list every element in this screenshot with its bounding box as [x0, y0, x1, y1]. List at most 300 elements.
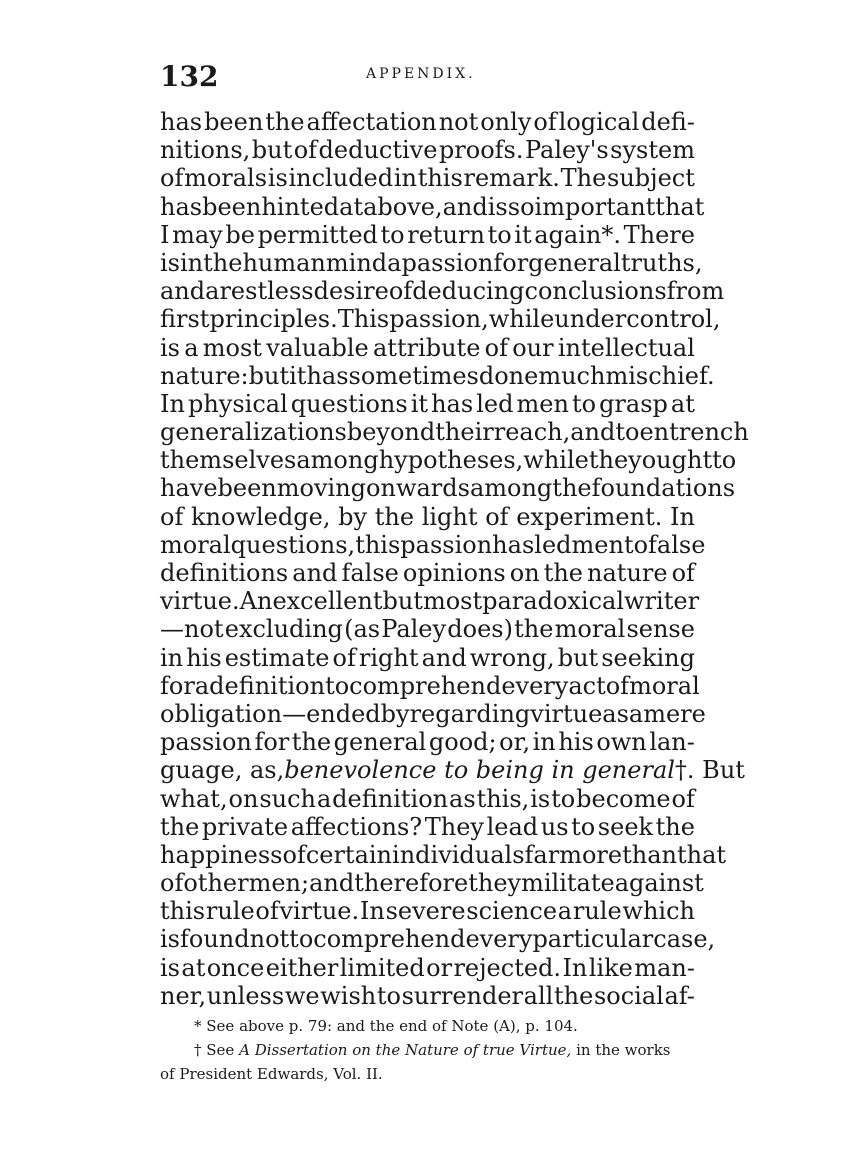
word: knowledge, — [191, 502, 331, 531]
word: under — [554, 305, 627, 334]
text-line — [160, 699, 706, 728]
word: what, — [160, 784, 228, 813]
word: this — [417, 164, 463, 193]
word: rule — [572, 897, 622, 926]
body-text — [160, 108, 749, 1010]
word: comprehend — [349, 671, 502, 700]
word: affectation — [306, 108, 437, 136]
word: of — [671, 784, 695, 813]
word: questions, — [230, 530, 356, 559]
word: above, — [363, 192, 443, 221]
word: on — [228, 784, 259, 813]
word: moral — [160, 530, 231, 559]
word: ner, — [160, 981, 207, 1010]
word: been — [202, 192, 262, 221]
word: for — [254, 728, 290, 757]
text-line — [160, 446, 737, 475]
word: nature: — [160, 361, 249, 390]
word: in — [393, 164, 417, 193]
word: wrong, — [469, 643, 555, 672]
word: much — [538, 361, 606, 390]
word: unless — [206, 981, 285, 1010]
word: science — [466, 897, 558, 926]
word: has — [160, 192, 203, 221]
word: of — [255, 897, 279, 926]
word: writer — [624, 587, 700, 616]
word: led — [476, 389, 514, 418]
word: restless — [219, 277, 314, 306]
word: control, — [626, 305, 721, 334]
word: intellectual — [557, 333, 695, 362]
word: deducing — [412, 277, 525, 306]
word: or — [426, 953, 453, 982]
word: estimate — [224, 643, 330, 672]
word: to — [551, 784, 576, 813]
word: the — [203, 248, 243, 277]
word: act — [568, 671, 606, 700]
word: attribute — [372, 333, 481, 362]
text-line — [160, 756, 745, 785]
footnotes — [160, 1014, 695, 1086]
word: defi- — [641, 108, 695, 136]
text-line — [160, 474, 736, 503]
word: subject — [607, 164, 695, 193]
text-line — [160, 785, 695, 813]
word: at — [339, 192, 364, 221]
word: remark. — [463, 164, 560, 193]
word: other — [183, 869, 249, 898]
text-line — [160, 840, 727, 869]
word: among — [469, 474, 553, 503]
word: the — [160, 812, 200, 841]
text-line — [160, 248, 703, 277]
word: is — [267, 164, 288, 193]
word: on — [509, 559, 540, 587]
word: a — [557, 897, 573, 926]
word: the — [265, 108, 305, 136]
word: questions — [290, 389, 408, 418]
text-line — [160, 615, 695, 643]
word: men — [516, 389, 569, 418]
word: virtue — [530, 699, 603, 728]
word: we — [284, 981, 320, 1010]
word: man- — [634, 953, 695, 982]
word: to — [376, 981, 401, 1010]
footnote-2 — [160, 1038, 695, 1062]
word: passion — [401, 248, 494, 277]
text-line — [160, 305, 721, 334]
word: led — [534, 530, 572, 559]
word: good; — [428, 728, 497, 757]
word: Paley's — [524, 136, 609, 165]
word: or, — [499, 728, 531, 757]
word: so — [507, 192, 535, 221]
word: our — [512, 333, 554, 362]
text-line — [160, 221, 695, 249]
text-line — [160, 587, 700, 616]
word: men; — [248, 869, 310, 898]
word: conclusions — [524, 277, 667, 306]
word: as — [449, 784, 476, 813]
word: for — [493, 248, 529, 277]
text-line — [160, 530, 706, 559]
word: to — [712, 446, 737, 475]
word: us — [540, 812, 569, 841]
word: has — [160, 108, 203, 136]
word: seek — [597, 812, 654, 841]
word: severe — [385, 897, 466, 926]
word: while — [488, 305, 555, 334]
text-line — [160, 108, 695, 136]
word: like — [588, 953, 633, 982]
word: is — [160, 925, 180, 954]
word: nitions, — [160, 136, 251, 165]
word: to — [623, 530, 649, 559]
word: the — [552, 474, 592, 503]
word: general — [528, 248, 621, 277]
word: comprehend — [313, 925, 466, 954]
word: to — [487, 220, 512, 249]
word: and — [421, 643, 467, 672]
word: social — [593, 981, 664, 1010]
text-line — [160, 136, 695, 164]
word: proofs. — [438, 136, 524, 165]
word: his — [558, 728, 594, 757]
word: private — [201, 812, 289, 841]
word: valuable — [266, 333, 369, 362]
footnote-2-title: A Dissertation on the Nature of true Virtue, — [239, 1041, 572, 1059]
word: light — [421, 502, 478, 531]
word: among — [296, 446, 379, 475]
word: regarding — [409, 699, 531, 728]
word: lead — [486, 812, 539, 841]
word: physical — [187, 389, 288, 418]
word: I — [160, 220, 170, 249]
word: a — [194, 671, 210, 700]
footnote-2-prefix: † See — [194, 1041, 235, 1059]
word: therefore — [354, 869, 469, 898]
word: included — [288, 164, 394, 193]
word: the — [291, 728, 332, 757]
word: but — [248, 361, 290, 390]
word: certain — [305, 840, 393, 869]
word: return — [407, 220, 485, 249]
word: entrench — [639, 418, 749, 447]
word: generalizations — [160, 418, 347, 447]
word: moving — [276, 474, 367, 503]
word: by — [338, 502, 368, 531]
word: has — [431, 389, 474, 418]
footnote-2-continued: of President Edwards, Vol. II. — [160, 1065, 383, 1083]
word: a — [387, 248, 402, 277]
word: excluding — [224, 615, 343, 644]
word: —not — [160, 615, 224, 644]
word: beyond — [346, 418, 436, 447]
word: is — [160, 333, 180, 362]
word: passion — [160, 728, 252, 757]
word: of — [485, 502, 509, 531]
word: mischief. — [605, 361, 715, 390]
word: seeking — [601, 643, 695, 672]
word: af- — [664, 981, 695, 1010]
word: have — [160, 474, 218, 503]
word: against — [614, 869, 704, 898]
word: not — [438, 108, 479, 136]
word: most — [422, 587, 483, 616]
word: of — [293, 136, 318, 165]
word: of — [160, 869, 184, 898]
footnote-1: * See above p. 79: and the end of Note (A), p. 104. — [194, 1017, 578, 1035]
text-line — [160, 671, 700, 700]
word: is — [160, 953, 180, 982]
word: from — [666, 277, 725, 306]
word: every — [465, 925, 533, 954]
word: surrender — [401, 981, 524, 1010]
word: in — [180, 248, 204, 277]
word: obligation—ended — [160, 699, 381, 728]
word: right — [358, 643, 419, 672]
word: be — [225, 220, 255, 249]
word: Paley — [381, 615, 447, 644]
word: lan- — [649, 728, 695, 757]
word: moral — [629, 671, 700, 700]
text-line-end — [284, 756, 745, 784]
word: and — [309, 869, 355, 898]
word: only — [480, 108, 532, 136]
word: in — [160, 643, 184, 672]
word: been — [217, 474, 277, 503]
word: far — [524, 840, 560, 869]
text-line — [160, 164, 695, 192]
word: system — [610, 136, 695, 165]
word: In — [160, 389, 185, 418]
word: militate — [521, 869, 615, 898]
word: while — [523, 446, 589, 475]
page-number: 132 — [160, 60, 219, 93]
word: to — [380, 220, 405, 249]
word: this — [355, 530, 401, 559]
text-line — [160, 644, 695, 672]
word: false — [648, 530, 706, 559]
word: rule — [205, 897, 255, 926]
word: opinions — [402, 559, 506, 587]
word: to — [571, 389, 597, 418]
word: but — [382, 587, 423, 616]
word: to — [325, 671, 350, 700]
word: happiness — [160, 840, 283, 869]
word: has — [306, 361, 349, 390]
word: to — [615, 418, 640, 447]
word: been — [204, 108, 264, 136]
word: of — [388, 277, 413, 306]
word: sense — [626, 615, 695, 644]
word: of — [671, 559, 695, 587]
word: rejected. — [453, 953, 562, 982]
word: again*. — [534, 220, 621, 249]
word: definition — [332, 784, 449, 813]
word: men — [571, 530, 624, 559]
word: false — [341, 559, 399, 587]
text-line — [160, 559, 695, 587]
word: permitted — [257, 220, 378, 249]
word: the — [543, 559, 583, 587]
word: general — [333, 728, 427, 757]
word: of — [533, 108, 557, 136]
word: reach, — [493, 418, 571, 447]
word: desire — [313, 277, 389, 306]
word: and — [160, 277, 206, 306]
word: This — [337, 305, 390, 334]
word: it — [410, 389, 429, 418]
word: but — [557, 643, 599, 672]
text-line — [160, 503, 695, 531]
word: foundations — [591, 474, 736, 503]
word: passion — [400, 530, 493, 559]
word: moral — [554, 615, 626, 644]
word: individuals — [392, 840, 525, 869]
word: to — [571, 812, 596, 841]
word: In — [359, 897, 385, 926]
text-line — [160, 418, 749, 447]
word: affections? — [290, 812, 423, 841]
word: this, — [476, 784, 530, 813]
word: In — [670, 502, 695, 531]
word: of — [332, 643, 356, 672]
word: a — [628, 699, 644, 728]
word: found — [180, 925, 250, 954]
word: which — [622, 897, 695, 926]
text-line — [160, 390, 695, 418]
word: mind — [325, 248, 388, 277]
word: (as — [344, 615, 381, 644]
word: and — [570, 418, 616, 447]
text-line — [160, 813, 695, 841]
word: hinted — [261, 192, 340, 221]
text-line — [160, 334, 695, 362]
text-line — [160, 728, 695, 756]
footnote-2-suffix: in the works — [576, 1041, 671, 1059]
word: passion, — [389, 305, 489, 334]
word: in — [532, 728, 556, 757]
word: and — [292, 559, 338, 587]
word: it — [289, 361, 307, 390]
word: is — [160, 248, 180, 277]
word: excellent — [272, 587, 383, 616]
word: case, — [653, 925, 716, 954]
word: done — [478, 361, 539, 390]
word: the — [514, 615, 554, 644]
word: important — [534, 192, 656, 221]
word: The — [560, 164, 607, 193]
word: themselves — [160, 446, 297, 475]
word: his — [186, 643, 222, 672]
word: grasp — [599, 389, 668, 418]
word: at — [181, 953, 206, 982]
word: mere — [643, 699, 706, 728]
word: particular — [532, 925, 654, 954]
word: definition — [209, 671, 326, 700]
word: first — [160, 305, 210, 334]
word: and — [442, 192, 488, 221]
word: hypotheses, — [378, 446, 524, 475]
italic-phrase: benevolence to being in general — [284, 756, 675, 785]
word: truths, — [620, 248, 703, 277]
word: their — [435, 418, 494, 447]
word: definitions — [160, 559, 289, 587]
text-line — [160, 925, 716, 954]
word: become — [576, 784, 671, 813]
word: they — [468, 869, 522, 898]
word: of — [484, 333, 508, 362]
word: There — [623, 220, 695, 249]
word: virtue. — [279, 897, 360, 926]
word: they — [588, 446, 642, 475]
word: by — [380, 699, 410, 728]
text-line — [160, 982, 695, 1010]
word: once — [206, 953, 265, 982]
word: onwards — [366, 474, 470, 503]
word: but — [251, 136, 293, 165]
word: of — [160, 502, 184, 531]
text-line — [160, 954, 695, 982]
word: not — [249, 925, 290, 954]
word: is — [487, 192, 508, 221]
text-line-start: guage, as, — [160, 756, 285, 785]
word: the — [655, 812, 695, 841]
word: this — [160, 897, 206, 926]
word: of — [605, 671, 630, 700]
word: logical — [558, 108, 640, 136]
word: has — [492, 530, 535, 559]
word: more — [559, 840, 623, 869]
word: at — [670, 389, 695, 418]
word: human — [242, 248, 326, 277]
word: of — [282, 840, 306, 869]
word: every — [501, 671, 569, 700]
word: In — [562, 953, 588, 982]
word: the — [553, 981, 594, 1010]
word: a — [205, 277, 220, 306]
word: limited — [339, 953, 425, 982]
word: morals — [184, 164, 268, 193]
word: than — [622, 840, 677, 869]
word: nature — [587, 559, 668, 587]
text-line — [160, 361, 715, 390]
word: ought — [641, 446, 713, 475]
word: for — [160, 671, 195, 700]
dagger-tail: †. But — [674, 756, 745, 785]
word: most — [202, 333, 262, 362]
word: as — [602, 699, 629, 728]
word: that — [655, 192, 705, 221]
text-line — [160, 192, 705, 221]
word: does) — [447, 615, 513, 644]
word: wish — [320, 981, 377, 1010]
word: the — [374, 502, 415, 531]
word: experiment. — [516, 502, 663, 531]
word: is — [530, 784, 551, 813]
word: a — [316, 784, 332, 813]
text-line — [160, 277, 725, 306]
word: deductive — [318, 136, 438, 165]
word: paradoxical — [482, 587, 625, 616]
word: own — [596, 728, 647, 757]
word: that — [676, 840, 727, 869]
word: sometimes — [348, 361, 479, 390]
word: to — [289, 925, 314, 954]
text-line — [160, 869, 704, 898]
word: They — [424, 812, 484, 841]
